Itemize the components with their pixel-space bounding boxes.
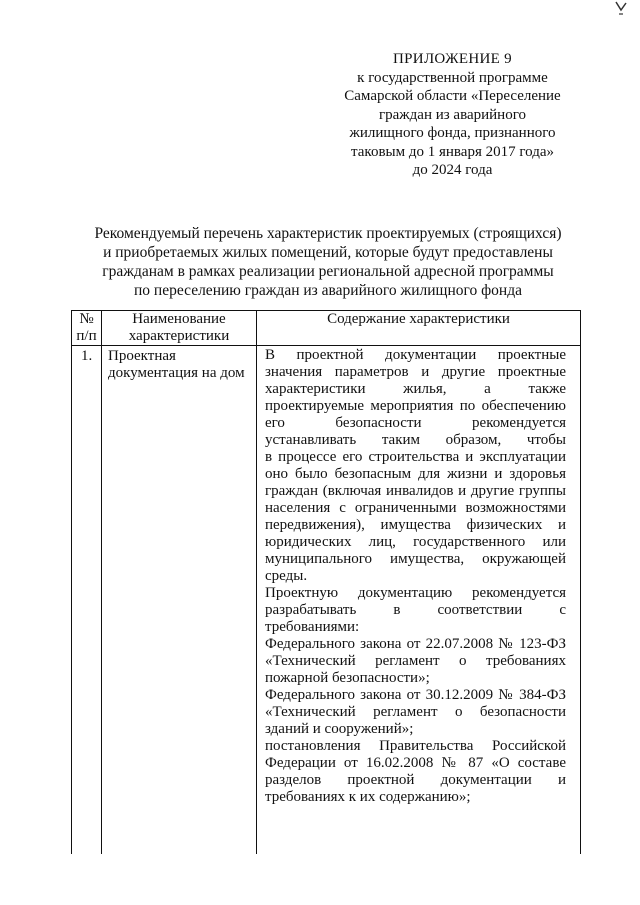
content-line: среды. <box>265 568 308 584</box>
document-heading <box>78 224 578 300</box>
content-line: устанавливать таким образом, чтобы <box>265 432 566 448</box>
content-line: его безопасности рекомендуется <box>265 415 566 431</box>
header-characteristic-content: Содержание характеристики <box>257 311 581 346</box>
content-line: передвижения), имущества физических и <box>265 517 566 533</box>
content-line: Федерального закона от 22.07.2008 № 123-ФЗ <box>265 636 566 652</box>
appendix-line: жилищного фонда, признанного <box>349 125 556 141</box>
content-line: Федерации от 16.02.2008 № 87 «О составе <box>265 755 566 771</box>
table-header-row <box>72 311 581 346</box>
content-line: муниципального имущества, окружающей <box>265 551 566 567</box>
content-line: постановления Правительства Российской <box>265 738 566 754</box>
appendix-title: ПРИЛОЖЕНИЕ 9 <box>393 51 512 67</box>
content-line: «Технический регламент о безопасности <box>265 704 566 720</box>
content-line: В проектной документации проектные <box>265 347 566 363</box>
content-line: разрабатывать в соответствии с <box>265 602 566 618</box>
appendix-line: Самарской области «Переселение <box>344 88 561 104</box>
appendix-line: к государственной программе <box>357 69 548 86</box>
header-characteristic-name: Наименование характеристики <box>102 311 257 346</box>
appendix-header <box>335 50 570 180</box>
content-line: проектируемые мероприятия по обеспечению <box>265 398 566 414</box>
content-line: «Технический регламент о требованиях <box>265 653 566 669</box>
content-line: значения параметров и другие проектные <box>265 364 566 380</box>
row-characteristic-content <box>257 346 581 855</box>
appendix-line: таковым до 1 января 2017 года» <box>351 143 554 160</box>
content-line: в процессе его строительства и эксплуатации <box>265 449 566 465</box>
content-line: требованиями: <box>265 619 360 635</box>
row-number: 1. <box>72 346 102 855</box>
content-line: разделов проектной документации и <box>265 772 566 788</box>
characteristics-table <box>71 310 581 854</box>
table-row <box>72 346 581 855</box>
content-line: требованиях к их содержанию»; <box>265 789 471 805</box>
heading-line: по переселению граждан из аварийного жилищного фонда <box>134 282 522 299</box>
content-line: зданий и сооружений»; <box>265 721 414 737</box>
heading-line: гражданам в рамках реализации региональной адресной программы <box>102 263 554 280</box>
appendix-line: до 2024 года <box>412 162 493 178</box>
appendix-line: граждан из аварийного <box>378 106 526 123</box>
row-characteristic-name: Проектная документация на дом <box>102 346 257 855</box>
content-line: характеристики жилья, а также <box>265 381 566 397</box>
content-line: пожарной безопасности»; <box>265 670 430 686</box>
heading-line: Рекомендуемый перечень характеристик проектируемых (строящихся) <box>94 225 562 242</box>
content-line: юридических лиц, государственного или <box>265 534 566 550</box>
header-number: № п/п <box>72 311 102 346</box>
heading-line: и приобретаемых жилых помещений, которые будут предоставлены <box>103 244 553 261</box>
content-line: населения с ограниченными возможностями <box>265 500 566 516</box>
content-line: граждан (включая инвалидов и другие группы <box>265 483 566 499</box>
scan-corner-mark-icon <box>614 0 628 18</box>
content-line: оно было безопасным для жизни и здоровья <box>265 466 566 482</box>
content-line: Проектную документацию рекомендуется <box>265 585 566 601</box>
content-line: Федерального закона от 30.12.2009 № 384-ФЗ <box>265 687 566 703</box>
